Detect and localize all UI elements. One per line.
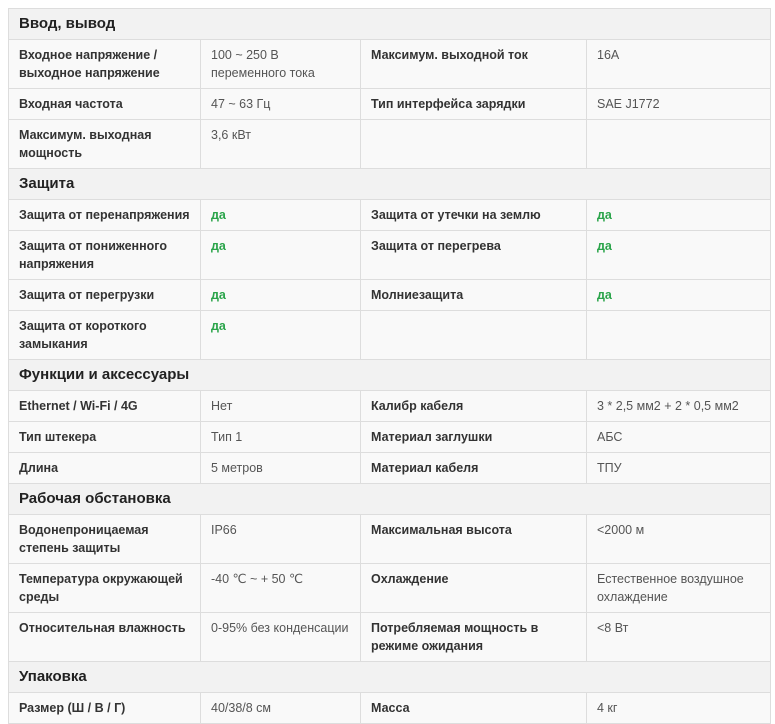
spec-value: 16A [587, 40, 771, 89]
spec-value [587, 120, 771, 169]
spec-label: Входная частота [9, 89, 201, 120]
spec-table-body [9, 9, 771, 724]
section-title: Рабочая обстановка [9, 484, 771, 515]
section-header-packaging [9, 662, 771, 693]
spec-value: <2000 м [587, 515, 771, 564]
spec-label: Максимум. выходная мощность [9, 120, 201, 169]
spec-label: Защита от короткого замыкания [9, 311, 201, 360]
spec-value: 3 * 2,5 мм2 + 2 * 0,5 мм2 [587, 391, 771, 422]
section-title: Защита [9, 169, 771, 200]
spec-value: да [587, 280, 771, 311]
spec-label: Молниезащита [361, 280, 587, 311]
spec-value: 5 метров [201, 453, 361, 484]
spec-label: Тип интерфейса зарядки [361, 89, 587, 120]
section-header-input-output [9, 9, 771, 40]
spec-label: Защита от перегрузки [9, 280, 201, 311]
spec-value: 47 ~ 63 Гц [201, 89, 361, 120]
table-row [9, 515, 771, 564]
spec-label: Защита от пониженного напряжения [9, 231, 201, 280]
spec-value: IP66 [201, 515, 361, 564]
table-row [9, 40, 771, 89]
table-row [9, 564, 771, 613]
spec-label: Водонепроницаемая степень защиты [9, 515, 201, 564]
spec-value: 40/38/8 см [201, 693, 361, 724]
spec-label: Защита от перегрева [361, 231, 587, 280]
spec-label: Материал кабеля [361, 453, 587, 484]
section-title: Функции и аксессуары [9, 360, 771, 391]
table-row [9, 280, 771, 311]
spec-label [361, 120, 587, 169]
spec-label: Охлаждение [361, 564, 587, 613]
spec-value: 100 ~ 250 В переменного тока [201, 40, 361, 89]
table-row [9, 311, 771, 360]
spec-value: Тип 1 [201, 422, 361, 453]
spec-label: Длина [9, 453, 201, 484]
spec-value: АБС [587, 422, 771, 453]
spec-value: Нет [201, 391, 361, 422]
spec-label: Защита от утечки на землю [361, 200, 587, 231]
spec-label: Масса [361, 693, 587, 724]
table-row [9, 120, 771, 169]
spec-label: Размер (Ш / В / Г) [9, 693, 201, 724]
spec-value: 3,6 кВт [201, 120, 361, 169]
spec-table-container [8, 8, 770, 724]
table-row [9, 200, 771, 231]
spec-value: да [587, 200, 771, 231]
spec-value [587, 311, 771, 360]
spec-value: да [201, 231, 361, 280]
spec-value: -40 ℃ ~ + 50 ℃ [201, 564, 361, 613]
spec-label: Входное напряжение / выходное напряжение [9, 40, 201, 89]
spec-label: Потребляемая мощность в режиме ожидания [361, 613, 587, 662]
spec-value: 0-95% без конденсации [201, 613, 361, 662]
spec-value: Естественное воздушное охлаждение [587, 564, 771, 613]
section-header-features [9, 360, 771, 391]
spec-value: ТПУ [587, 453, 771, 484]
spec-value: SAE J1772 [587, 89, 771, 120]
table-row [9, 89, 771, 120]
table-row [9, 422, 771, 453]
spec-label: Максимальная высота [361, 515, 587, 564]
spec-table [8, 8, 771, 724]
spec-label [361, 311, 587, 360]
spec-label: Максимум. выходной ток [361, 40, 587, 89]
spec-label: Защита от перенапряжения [9, 200, 201, 231]
spec-label: Относительная влажность [9, 613, 201, 662]
spec-label: Калибр кабеля [361, 391, 587, 422]
table-row [9, 391, 771, 422]
spec-value: 4 кг [587, 693, 771, 724]
spec-value: да [201, 200, 361, 231]
spec-value: да [201, 311, 361, 360]
spec-value: <8 Вт [587, 613, 771, 662]
spec-value: да [587, 231, 771, 280]
spec-value: да [201, 280, 361, 311]
table-row [9, 231, 771, 280]
spec-label: Температура окружающей среды [9, 564, 201, 613]
spec-label: Ethernet / Wi-Fi / 4G [9, 391, 201, 422]
table-row [9, 693, 771, 724]
section-header-operating-environment [9, 484, 771, 515]
table-row [9, 453, 771, 484]
spec-label: Тип штекера [9, 422, 201, 453]
section-title: Ввод, вывод [9, 9, 771, 40]
spec-label: Материал заглушки [361, 422, 587, 453]
section-header-protection [9, 169, 771, 200]
table-row [9, 613, 771, 662]
section-title: Упаковка [9, 662, 771, 693]
